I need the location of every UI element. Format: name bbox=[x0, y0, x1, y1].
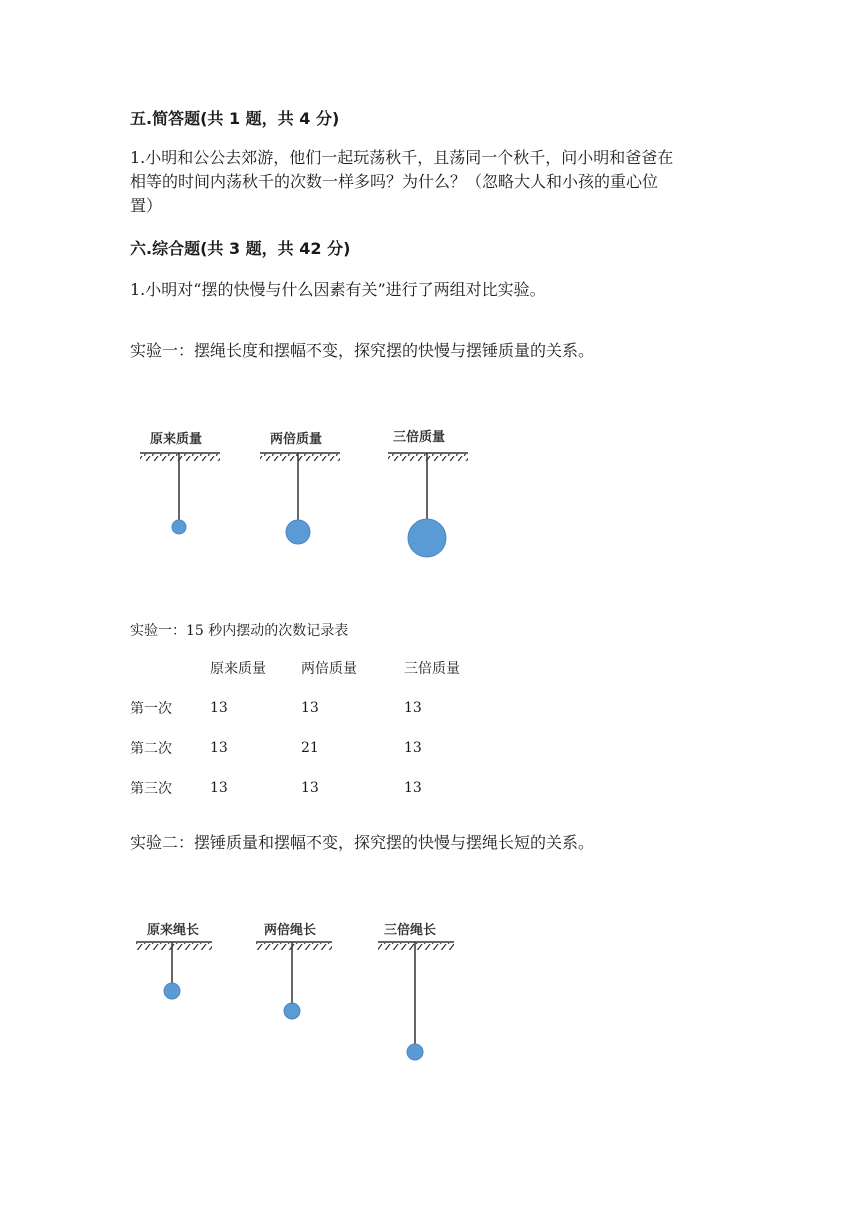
pendulum-original-mass bbox=[140, 431, 220, 534]
section5-q1-line1: 1.小明和公公去郊游，他们一起玩荡秋千，且荡同一个秋千，问小明和爸爸在 bbox=[130, 148, 674, 167]
figure-label-original-length: 原来绳长 bbox=[147, 923, 200, 938]
table-cell: 13 bbox=[301, 700, 319, 716]
table-cell: 13 bbox=[301, 780, 319, 796]
table-cell: 13 bbox=[404, 700, 422, 716]
table-cell: 13 bbox=[404, 780, 422, 796]
pendulum-triple-mass bbox=[388, 429, 468, 557]
table-header: 两倍质量 bbox=[301, 661, 357, 677]
section5-heading: 五.简答题(共 1 题，共 4 分) bbox=[130, 109, 340, 128]
pendulum-bob bbox=[407, 1044, 423, 1060]
section5-q1-line3: 置） bbox=[130, 196, 163, 215]
table-cell: 21 bbox=[301, 740, 319, 756]
section6-heading: 六.综合题(共 3 题，共 42 分) bbox=[130, 239, 351, 258]
pendulum-bob bbox=[172, 520, 186, 534]
row-label: 第三次 bbox=[130, 781, 172, 797]
figure-label-original-mass: 原来质量 bbox=[150, 432, 203, 447]
table-cell: 13 bbox=[210, 780, 228, 796]
figure-label-triple-mass: 三倍质量 bbox=[393, 430, 446, 445]
experiment1-table-caption: 实验一：15 秒内摆动的次数记录表 bbox=[130, 623, 349, 639]
table-cell: 13 bbox=[210, 700, 228, 716]
figure-label-double-mass: 两倍质量 bbox=[270, 432, 323, 447]
pendulum-triple-length bbox=[378, 922, 454, 1060]
pendulum-original-length bbox=[136, 922, 212, 999]
section5-q1-line2: 相等的时间内荡秋千的次数一样多吗？为什么？（忽略大人和小孩的重心位 bbox=[130, 172, 659, 191]
experiment1-description: 实验一：摆绳长度和摆幅不变，探究摆的快慢与摆锤质量的关系。 bbox=[130, 341, 595, 360]
row-label: 第二次 bbox=[130, 741, 172, 757]
table-header: 三倍质量 bbox=[404, 661, 460, 677]
pendulum-double-length bbox=[256, 922, 332, 1019]
pendulum-bob bbox=[408, 519, 446, 557]
pendulum-double-mass bbox=[260, 431, 340, 544]
pendulum-bob bbox=[286, 520, 310, 544]
figure-label-double-length: 两倍绳长 bbox=[264, 923, 317, 938]
section6-q1-intro: 1.小明对“摆的快慢与什么因素有关”进行了两组对比实验。 bbox=[130, 280, 546, 299]
table-cell: 13 bbox=[210, 740, 228, 756]
table-header: 原来质量 bbox=[210, 661, 266, 677]
row-label: 第一次 bbox=[130, 701, 172, 717]
figure-label-triple-length: 三倍绳长 bbox=[384, 923, 437, 938]
table-cell: 13 bbox=[404, 740, 422, 756]
experiment2-description: 实验二：摆锤质量和摆幅不变，探究摆的快慢与摆绳长短的关系。 bbox=[130, 833, 595, 852]
pendulum-bob bbox=[284, 1003, 300, 1019]
pendulum-bob bbox=[164, 983, 180, 999]
